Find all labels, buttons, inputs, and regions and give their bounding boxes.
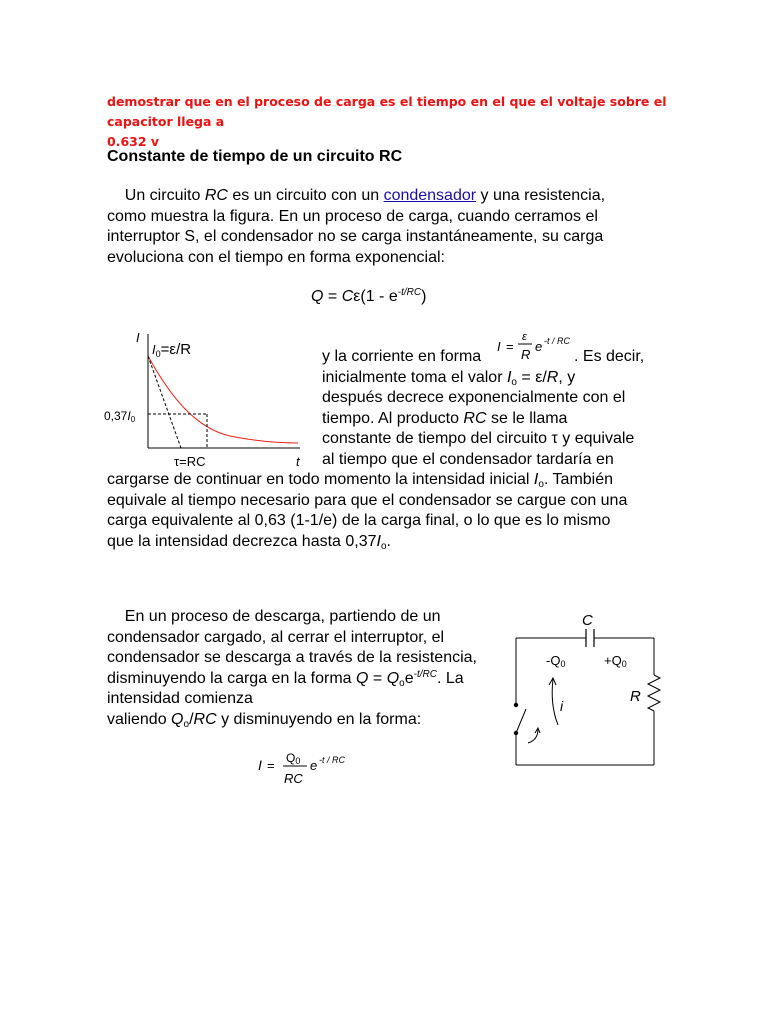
switch-blade <box>516 709 526 733</box>
red-note-line2: 0.632 v <box>107 134 160 149</box>
svg-text:I: I <box>497 339 501 354</box>
svg-text:Q0: Q0 <box>286 751 301 766</box>
svg-text:=: = <box>267 758 275 773</box>
switch-contact-top <box>514 703 518 707</box>
svg-text:R: R <box>521 347 531 362</box>
condensador-link[interactable]: condensador <box>383 187 477 204</box>
y-axis-label: I <box>136 330 140 345</box>
current-arrow <box>552 679 558 725</box>
tangent-line <box>148 356 181 448</box>
svg-text:=: = <box>506 339 514 354</box>
svg-text:-t / RC: -t / RC <box>319 755 345 765</box>
current-decay-graph <box>100 326 315 474</box>
svg-text:e: e <box>535 339 543 354</box>
x-axis-label: t <box>296 454 300 469</box>
decay-curve <box>148 356 298 443</box>
svg-text:RC: RC <box>284 771 303 786</box>
paragraph-current-column: y la corriente en forma . Es decir, inicialmente toma el valor $I_o = \varepsilon/R$, y después decrece exponencialmente con el tiempo. Al producto RC se le llama constante de tiempo del circuito τ y equivale al tiempo que el condensador tardaría en <box>322 348 645 468</box>
svg-text:e: e <box>310 758 318 773</box>
svg-text:-t / RC: -t / RC <box>544 336 570 346</box>
resistor-zigzag <box>648 675 660 711</box>
neg-charge-label: -Q0 <box>546 653 566 669</box>
paragraph-time-constant: cargarse de continuar en todo momento la intensidad inicial $I_o$. También equivale al tiempo necesario para que el condensador se cargue con una carga equivalente al 0,63 (1-1/e) de la carga final, o lo que es lo mismo que la intensidad decrezca hasta $0,37I_o$. <box>107 471 628 552</box>
rc-circuit-diagram <box>500 605 680 770</box>
red-note <box>107 92 687 152</box>
paragraph-discharge: En un proceso de descarga, partiendo de un condensador cargado, al cerrar el interruptor, el condensador se descarga a través de la resistencia, disminuyendo la carga en la forma $Q = Q_oe^{-t/RC}$. La intensidad comienza valiendo $Q_o/RC$ y disminuyendo en la forma: <box>107 608 477 730</box>
tau-label: τ=RC <box>174 454 206 469</box>
resistor-label: R <box>630 688 641 705</box>
pos-charge-label: +Q0 <box>604 653 627 669</box>
capacitor-label: C <box>582 612 593 629</box>
svg-text:ε: ε <box>522 331 527 343</box>
svg-text:I: I <box>258 757 262 773</box>
section-heading: Constante de tiempo de un circuito RC <box>107 148 403 165</box>
discharge-current-equation <box>255 748 365 790</box>
io-label: $I_0=\varepsilon/R$ <box>152 341 192 359</box>
paragraph-intro: Un circuito RC es un circuito con un condensador y una resistencia, como muestra la figura. En un proceso de carga, cuando cerramos el interruptor S, el condensador no se carga instantáneamente, su carga evoluciona con el tiempo en forma exponencial: <box>107 187 606 266</box>
y037-label: 0,37I0 <box>104 409 136 424</box>
charge-equation: $Q = C\varepsilon(1 - e^{-t/RC})$ <box>311 287 427 305</box>
red-note-line1: demostrar que en el proceso de carga es el tiempo en el que el voltaje sobre el capacitor llega a <box>107 94 667 129</box>
current-label: i <box>560 698 564 714</box>
